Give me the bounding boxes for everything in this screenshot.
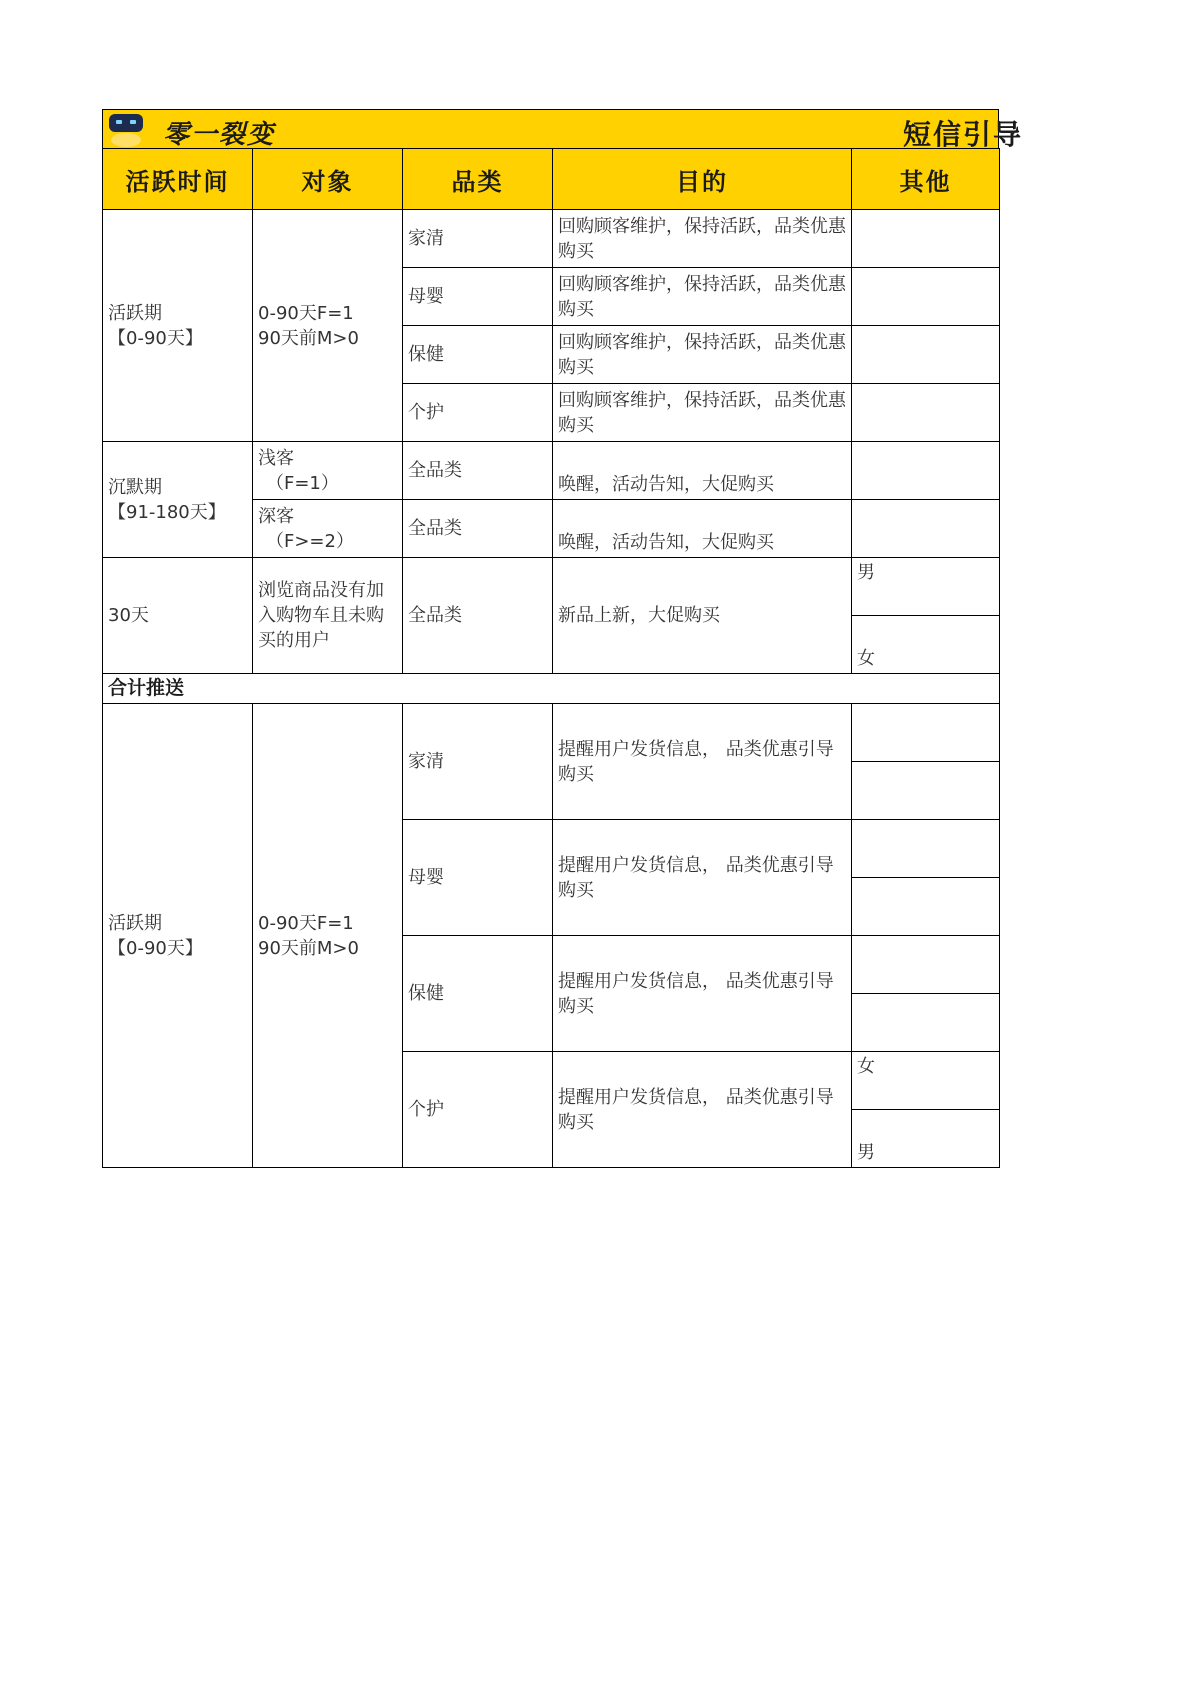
purpose-cell: 唤醒，活动告知，大促购买 (553, 442, 852, 500)
s2-period-cell (103, 704, 253, 1168)
purpose-cell: 回购顾客维护，保持活跃，品类优惠购买 (553, 268, 852, 326)
other-cell (852, 878, 1000, 936)
header-target: 对象 (253, 149, 403, 210)
total-row (103, 674, 1000, 704)
browse-target-cell: 浏览商品没有加入购物车且未购买的用户 (253, 558, 403, 674)
category-cell: 全品类 (403, 442, 553, 500)
banner-title: 短信引导 (903, 118, 1024, 151)
purpose-cell: 回购顾客维护，保持活跃，品类优惠购买 (553, 326, 852, 384)
browse-period-cell: 30天 (103, 558, 253, 674)
other-cell (852, 210, 1000, 268)
s2-period-range: 【0-90天】 (108, 937, 203, 959)
purpose-cell: 唤醒，活动告知，大促购买 (553, 500, 852, 558)
active-period-cell (103, 210, 253, 442)
category-cell: 家清 (403, 210, 553, 268)
s2-target-cell (253, 704, 403, 1168)
purpose-cell: 提醒用户发货信息， 品类优惠引导购买 (553, 704, 852, 820)
table-row (103, 704, 1000, 762)
header-active-time: 活跃时间 (103, 149, 253, 210)
other-cell (852, 326, 1000, 384)
active-target-line1: 0-90天F=1 (258, 302, 354, 324)
header-category: 品类 (403, 149, 553, 210)
purpose-cell: 新品上新，大促购买 (553, 558, 852, 674)
header-row (103, 149, 1000, 210)
s2-target-line2: 90天前M>0 (258, 937, 359, 959)
other-cell (852, 704, 1000, 762)
target-line2: （F>=2） (266, 530, 354, 552)
other-cell: 女 (852, 616, 1000, 674)
active-target-line2: 90天前M>0 (258, 327, 359, 349)
other-cell (852, 500, 1000, 558)
purpose-cell: 回购顾客维护，保持活跃，品类优惠购买 (553, 384, 852, 442)
total-label: 合计推送 (103, 674, 1000, 704)
other-cell (852, 384, 1000, 442)
table-row (103, 442, 1000, 500)
category-cell: 个护 (403, 1052, 553, 1168)
target-cell (253, 500, 403, 558)
active-period-label: 活跃期 (108, 302, 162, 324)
silent-period-label: 沉默期 (108, 476, 162, 498)
other-cell (852, 762, 1000, 820)
active-period-range: 【0-90天】 (108, 327, 203, 349)
purpose-cell: 提醒用户发货信息， 品类优惠引导购买 (553, 820, 852, 936)
brand-name: 零一裂变 (163, 120, 276, 150)
s2-period-label: 活跃期 (108, 912, 162, 934)
s2-target-line1: 0-90天F=1 (258, 912, 354, 934)
target-cell (253, 442, 403, 500)
header-purpose: 目的 (553, 149, 852, 210)
other-cell (852, 268, 1000, 326)
other-cell: 女 (852, 1052, 1000, 1110)
table-row (103, 210, 1000, 268)
category-cell: 全品类 (403, 558, 553, 674)
other-cell (852, 936, 1000, 994)
category-cell: 个护 (403, 384, 553, 442)
table-row (103, 558, 1000, 616)
active-target-cell (253, 210, 403, 442)
target-line1: 深客 (258, 505, 294, 527)
target-line1: 浅客 (258, 447, 294, 469)
category-cell: 母婴 (403, 820, 553, 936)
category-cell: 全品类 (403, 500, 553, 558)
category-cell: 保健 (403, 326, 553, 384)
sms-plan-table (102, 148, 1000, 1168)
purpose-cell: 提醒用户发货信息， 品类优惠引导购买 (553, 1052, 852, 1168)
target-line2: （F=1） (266, 472, 339, 494)
spreadsheet-page (102, 109, 1024, 1168)
other-cell (852, 994, 1000, 1052)
category-cell: 家清 (403, 704, 553, 820)
other-cell (852, 442, 1000, 500)
silent-period-cell (103, 442, 253, 558)
banner (102, 109, 1024, 151)
other-cell: 男 (852, 1110, 1000, 1168)
purpose-cell: 提醒用户发货信息， 品类优惠引导购买 (553, 936, 852, 1052)
purpose-cell: 回购顾客维护，保持活跃，品类优惠购买 (553, 210, 852, 268)
robot-face-icon (107, 112, 145, 148)
category-cell: 保健 (403, 936, 553, 1052)
silent-period-range: 【91-180天】 (108, 501, 226, 523)
other-cell (852, 820, 1000, 878)
other-cell: 男 (852, 558, 1000, 616)
header-other: 其他 (852, 149, 1000, 210)
category-cell: 母婴 (403, 268, 553, 326)
